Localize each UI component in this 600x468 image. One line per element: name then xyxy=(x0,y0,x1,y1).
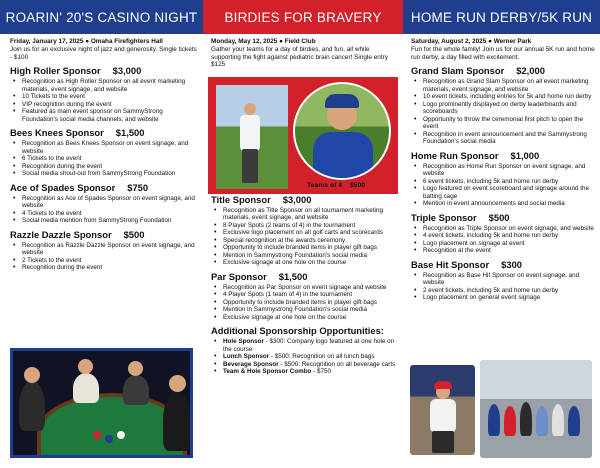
list-item: • 4 event tickets, including 5k and home run derby xyxy=(411,232,595,240)
list-item: • VIP recognition during the event xyxy=(10,101,198,109)
list-item: • 10 event tickets, including entries for 5k and home run derby xyxy=(411,93,595,101)
kid-cap xyxy=(325,94,359,108)
kid-shirt xyxy=(313,132,373,180)
high-roller-title: High Roller Sponsor $3,000 xyxy=(10,65,142,77)
list-item: • 2 event tickets, including 5k and home run derby xyxy=(411,287,595,295)
list-item: • Featured as main event sponsor on SammyStrong Foundation's social media channels, and website xyxy=(10,108,198,123)
list-item: • 6 Tickets to the event xyxy=(10,155,198,163)
list-item: • Mention in Sammystrong Foundation's social media xyxy=(211,252,398,260)
base-hit-sponsor-title: Base Hit Sponsor $300 xyxy=(411,258,522,270)
batter-helmet xyxy=(434,381,452,389)
guest-figure xyxy=(163,391,191,451)
golfer-legs xyxy=(242,149,258,183)
kid-photo xyxy=(293,82,391,180)
bees-knees-benefits xyxy=(10,140,198,178)
list-item: • Opportunity to include branded items in player gift bags xyxy=(211,244,398,252)
list-item: • Recognition as Par Sponsor on event signage and website xyxy=(211,284,398,292)
list-item: • Recognition as Bees Knees Sponsor on event signage, and website xyxy=(10,140,198,155)
golfer-head xyxy=(244,103,256,115)
birdies-column xyxy=(203,0,403,468)
list-item: • Mention in Sammystrong Foundation's social media xyxy=(211,306,398,314)
batter-photo xyxy=(410,365,475,455)
list-item: • Exclusive logo placement on all golf carts and scorecards xyxy=(211,229,398,237)
list-item: • Recognition as Razzle Dazzle Sponsor on event signage, and website xyxy=(10,242,198,257)
birdies-header: BIRDIES FOR BRAVERY xyxy=(203,0,403,34)
runner-figure xyxy=(488,404,500,436)
list-item: • Recognition at the event xyxy=(411,247,595,255)
razzle-dazzle-benefits xyxy=(10,242,198,272)
list-item: • Recognition as Home Run Sponsor on event signage, and website xyxy=(411,163,595,178)
list-item: • 4 Player Spots (1 team of 4) in the tournament xyxy=(211,291,398,299)
list-item: • Recognition during the event xyxy=(10,264,198,272)
base-hit-sponsor-benefits xyxy=(411,272,595,302)
ace-of-spades-title: Ace of Spades Sponsor $750 xyxy=(10,181,149,193)
birdies-date: Monday, May 12, 2025 ● Field Club xyxy=(211,38,316,45)
list-item: • Opportunity to throw the ceremonial first pitch to open the event xyxy=(411,116,595,131)
razzle-dazzle-title: Razzle Dazzle Sponsor $500 xyxy=(10,228,145,240)
list-item: • 6 event tickets, including 5k and home run derby xyxy=(411,178,595,186)
list-item: • Logo placement on signage at event xyxy=(411,240,595,248)
runner-figure xyxy=(568,406,580,436)
list-item: • Exclusive signage at one hole on the course xyxy=(211,314,398,322)
list-item: • Recognition as High Roller Sponsor on all event marketing materials, event signage, and website xyxy=(10,78,198,93)
guest-figure xyxy=(73,373,99,403)
list-item: • Lunch Sponsor - $500: Recognition on all lunch bags xyxy=(211,353,398,361)
list-item: • 4 Tickets to the event xyxy=(10,210,198,218)
list-item: • Team & Hole Sponsor Combo - $750 xyxy=(211,368,398,376)
home-run-derby-header: HOME RUN DERBY/5K RUN xyxy=(403,0,600,34)
list-item: • Recognition as Grand Slam Sponsor on all event marketing materials, event signage, and website xyxy=(411,78,595,93)
casino-night-intro: Join us for an exclusive night of jazz and generosity. Single tickets - $100 xyxy=(10,46,197,61)
guest-head xyxy=(128,361,143,376)
poker-chip xyxy=(105,435,113,443)
list-item: • Hole Sponsor - $300: Company logo featured at one hole on the course xyxy=(211,338,398,353)
poker-chip xyxy=(117,431,125,439)
list-item: • Recognition in event announcement and the Sammystrong Foundation's social media xyxy=(411,131,595,146)
list-item: • Social media mention from SammyStrong Foundation xyxy=(10,217,198,225)
bees-knees-title: Bees Knees Sponsor $1,500 xyxy=(10,127,145,139)
ace-of-spades-benefits xyxy=(10,195,198,225)
runner-figure xyxy=(536,406,548,436)
list-item: • Recognition as Base Hit Sponsor on event signage, and website xyxy=(411,272,595,287)
home-run-derby-date: Saturday, August 2, 2025 ● Werner Park xyxy=(411,38,532,45)
runners-photo xyxy=(480,360,592,458)
grand-slam-benefits xyxy=(411,78,595,146)
list-item: • Recognition as Title Sponsor on all tournament marketing materials, event signage, and website xyxy=(211,207,398,222)
list-item: • Recognition as Triple Sponsor on event signage, and website xyxy=(411,225,595,233)
list-item: • Logo featured on event scoreboard and signage around the batting cage xyxy=(411,185,595,200)
title-sponsor-benefits xyxy=(211,207,398,267)
list-item: • Special recognition at the awards ceremony xyxy=(211,237,398,245)
list-item: • 8 Player Spots (2 teams of 4) in the tournament xyxy=(211,222,398,230)
list-item: • Logo placement on general event signage xyxy=(411,294,595,302)
list-item: • Mention in event announcements and social media xyxy=(411,200,595,208)
high-roller-benefits xyxy=(10,78,198,123)
additional-opportunities-title: Additional Sponsorship Opportunities: xyxy=(211,325,384,337)
home-run-sponsor-title: Home Run Sponsor $1,000 xyxy=(411,149,540,161)
guest-head xyxy=(169,375,186,392)
golfer-figure xyxy=(240,115,260,151)
list-item: • Exclusive signage at one hole on the course xyxy=(211,259,398,267)
casino-night-date: Friday, January 17, 2025 ● Omaha Firefighters Hall xyxy=(10,38,163,45)
list-item: • Opportunity to include branded items in player gift bags xyxy=(211,299,398,307)
guest-head xyxy=(24,367,40,383)
home-run-sponsor-benefits xyxy=(411,163,595,208)
poker-chip xyxy=(93,431,101,439)
casino-night-header: ROARIN' 20'S CASINO NIGHT xyxy=(0,0,203,34)
list-item: • 2 Tickets to the event xyxy=(10,257,198,265)
list-item: • 10 Tickets to the event xyxy=(10,93,198,101)
list-item: • Logo prominently displayed on derby leaderboards and scoreboards xyxy=(411,101,595,116)
list-item: • Recognition during the event xyxy=(10,163,198,171)
birdies-intro: Gather your teams for a day of birdies, and fun, all while supporting the fight against pediatric brain cancer! Single entry $125 xyxy=(211,46,388,69)
guest-head xyxy=(78,359,93,374)
casino-photo xyxy=(10,348,193,458)
runner-figure xyxy=(552,404,564,436)
runner-figure xyxy=(520,402,532,436)
triple-sponsor-title: Triple Sponsor $500 xyxy=(411,211,510,223)
title-sponsor-title: Title Sponsor $3,000 xyxy=(211,193,312,205)
runner-figure xyxy=(504,406,516,436)
par-sponsor-benefits xyxy=(211,284,398,322)
guest-figure xyxy=(123,375,149,405)
list-item: • Recognition as Ace of Spades Sponsor on event signage, and website xyxy=(10,195,198,210)
list-item: • Beverage Sponsor - $500: Recognition on all beverage carts xyxy=(211,361,398,369)
grand-slam-title: Grand Slam Sponsor $2,000 xyxy=(411,65,545,77)
par-sponsor-title: Par Sponsor $1,500 xyxy=(211,270,308,282)
batter-legs xyxy=(432,431,454,453)
guest-figure xyxy=(19,381,45,431)
additional-opportunities-list xyxy=(211,338,398,376)
golfer-photo xyxy=(216,85,288,189)
batter-figure xyxy=(430,399,456,433)
list-item: • Social media shout-out from SammyStrong Foundation xyxy=(10,170,198,178)
triple-sponsor-benefits xyxy=(411,225,595,255)
home-run-derby-intro: Fun for the whole family! Join us for our annual 5K run and home run derby, a day filled with excitement. xyxy=(411,46,595,61)
teams-of-four-label: Teams of 4 $500 xyxy=(307,182,366,189)
